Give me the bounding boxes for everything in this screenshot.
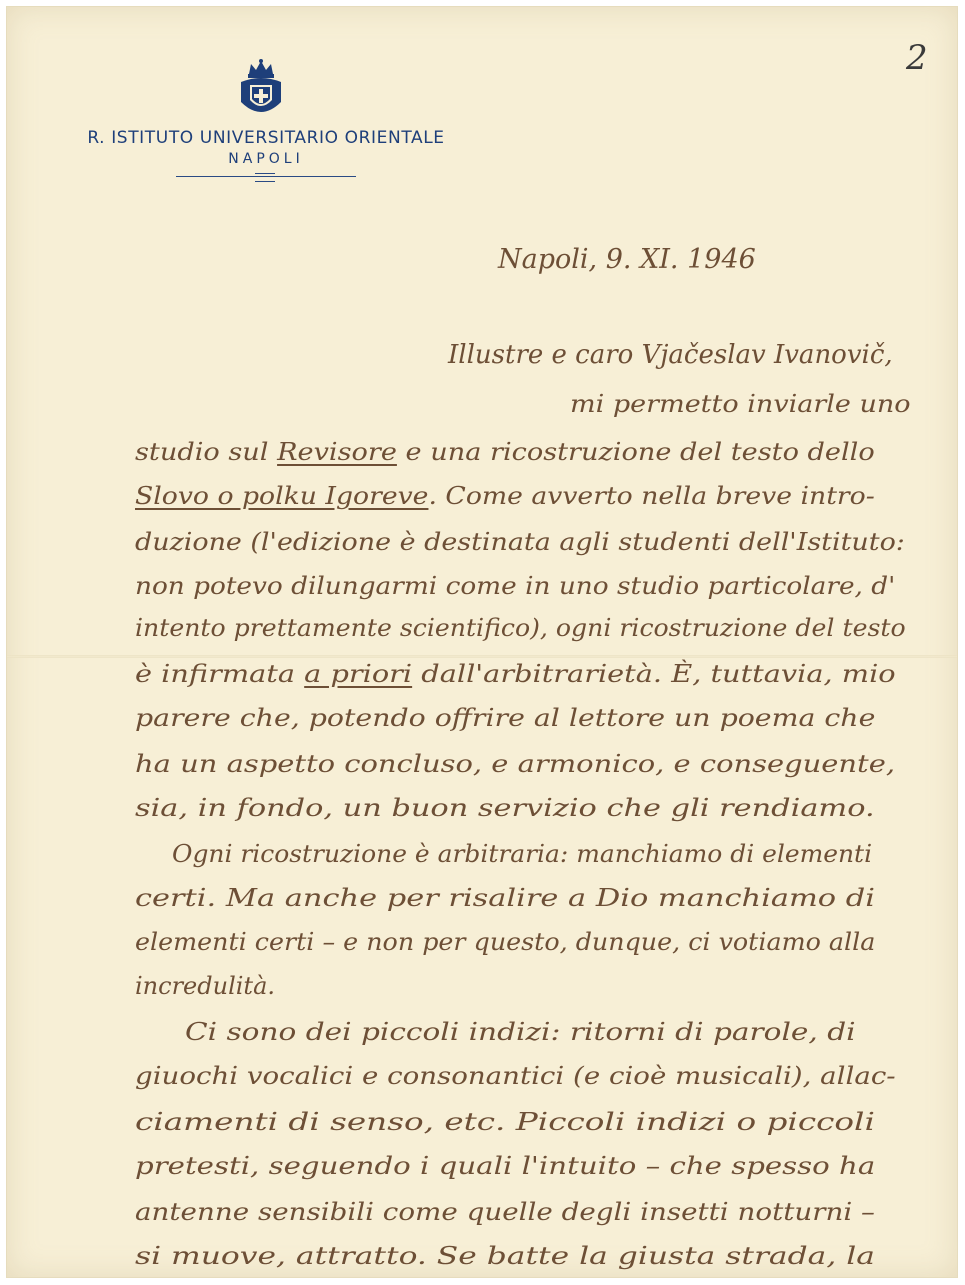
line-text: dall'arbitrarietà. È, tuttavia, mio (412, 660, 896, 688)
line-text: , ci votiamo alla (672, 928, 876, 956)
line-text: studio sul (135, 438, 278, 466)
line-text: dunque (575, 928, 673, 956)
letter-line (185, 1018, 856, 1046)
letter-line (135, 1242, 875, 1270)
letter-line (135, 482, 875, 510)
underlined-text: Revisore (277, 438, 397, 466)
letter-line (135, 972, 275, 1000)
line-text: non potevo dilungarmi come in uno studio particolare, d' (135, 572, 896, 600)
line-text: . Come avverto nella breve intro- (428, 482, 875, 510)
line-text: incredulità. (135, 972, 276, 1000)
line-text: Ci sono dei piccoli indizi: ritorni di parole, di (185, 1018, 856, 1046)
line-text: Ogni ricostruzione è arbitraria: manchiamo di elementi (172, 840, 873, 868)
letter-line (172, 840, 872, 868)
letterhead-rule-ornament (255, 173, 275, 182)
line-text: è infirmata (135, 660, 305, 688)
line-text: parere che, potendo offrire al lettore un poema che (135, 704, 876, 732)
letter-line (570, 390, 911, 418)
royal-crest-icon (237, 58, 285, 120)
institution-name: R. ISTITUTO UNIVERSITARIO ORIENTALE (87, 128, 445, 148)
underlined-text: Slovo o polku Igoreve (135, 482, 429, 510)
letter-line (135, 1062, 896, 1090)
line-text: e una ricostruzione del testo dello (396, 438, 875, 466)
letter-line (135, 1198, 875, 1226)
paper-fold (7, 655, 957, 658)
line-text: duzione (l'edizione è destinata agli studenti dell'Istituto: (135, 528, 905, 556)
line-text: intento prettamente scientifico), ogni ricostruzione del testo (135, 614, 906, 642)
letter-line (135, 660, 896, 688)
line-text: si muove, attratto. Se batte la giusta strada, la (135, 1242, 875, 1270)
page-number: 2 (906, 38, 928, 78)
line-text: pretesti, seguendo i quali l'intuito – che spesso ha (135, 1152, 876, 1180)
line-text: mi permetto inviarle uno (570, 390, 911, 418)
underlined-text: a priori (304, 660, 413, 688)
line-text: ha un aspetto concluso, e armonico, e conseguente, (135, 750, 896, 778)
line-text: sia, in fondo, un buon servizio che gli rendiamo. (135, 794, 875, 822)
line-text: certi. Ma anche per risalire a Dio manchiamo di (135, 884, 875, 912)
line-text: elementi certi – e non per questo, (135, 928, 576, 956)
letter-line (135, 1152, 875, 1180)
letter-line (135, 1108, 875, 1136)
place-date: Napoli, 9. XI. 1946 (498, 244, 756, 275)
letter-line (135, 884, 875, 912)
line-text: giuochi vocalici e consonantici (e cioè musicali), allac- (135, 1062, 896, 1090)
salutation: Illustre e caro Vjačeslav Ivanovič, (448, 340, 893, 370)
letter-line (135, 704, 875, 732)
letter-line (135, 572, 895, 600)
institution-city: NAPOLI (228, 151, 304, 167)
letter-line (135, 614, 906, 642)
letter-line (135, 750, 895, 778)
letter-line (135, 794, 875, 822)
line-text: antenne sensibili come quelle degli insetti notturni – (135, 1198, 875, 1226)
line-text: ciamenti di senso, etc. Piccoli indizi o piccoli (135, 1108, 875, 1136)
letter-line (135, 528, 905, 556)
letter-line (135, 438, 875, 466)
letter-line (135, 928, 875, 956)
